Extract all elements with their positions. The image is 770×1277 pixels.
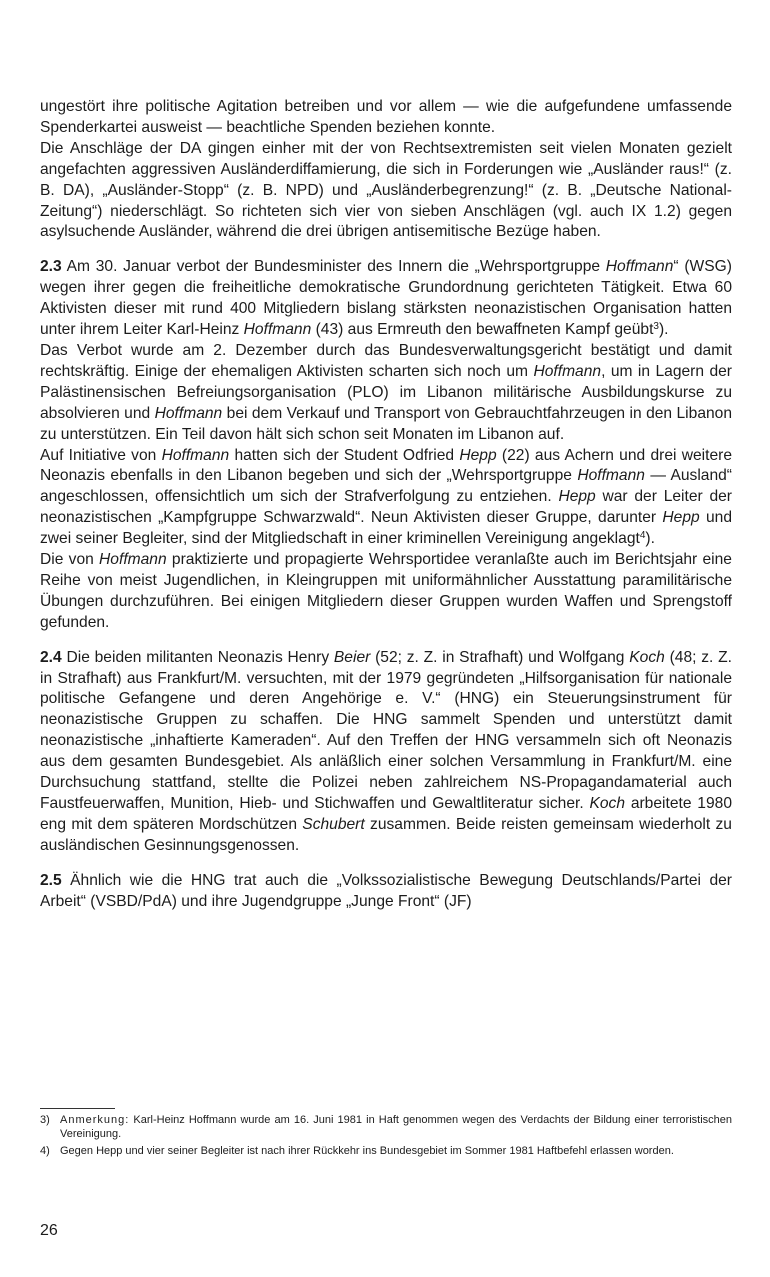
page-number: 26 [40,1222,58,1239]
text-run: Ähnlich wie die HNG trat auch die „Volkssozialistische Bewegung Deutschlands/Partei der Arbeit“ (VSBD/PdA) und ihre Jugendgruppe „Junge Front“ (JF) [40,871,732,910]
paragraph [40,446,732,551]
footnote-mark: 4) [40,1145,50,1157]
footnote-ref: 3 [653,321,659,333]
footnote-divider [40,1108,115,1109]
footnote-text: Karl-Heinz Hoffmann wurde am 16. Juni 1981 in Haft genommen wegen des Verdachts der Bildung einer terroristischen Vereinigung. [60,1114,732,1140]
text-run: Auf Initiative von [40,446,162,464]
footnote [40,1145,732,1159]
text-run: Die beiden militanten Neonazis Henry [61,648,334,666]
footnote-label: Anmerkung: [60,1114,130,1126]
name-italic: Koch [589,795,626,812]
text-run: zusammen. Beide reisten gemeinsam wiederholt zu ausländischen Gesinnungsgenossen. [40,815,732,854]
paragraph [40,341,732,446]
text-run: bei dem Verkauf und Transport von Gebrauchtfahrzeugen in den Libanon zu unterstützen. Ein Teil davon hält sich schon seit Monaten im Libanon auf. [40,404,733,443]
text-run: “ (WSG) wegen ihrer gegen die freiheitliche demokratische Grundordnung gerichteten Tätigkeit. Etwa 60 Aktivisten dieser mit rund 400 Mitgliedern bislang stärksten neonazistischen Organisation hatten unter ihrem Leiter Karl-Heinz [40,258,732,339]
paragraph [40,97,732,139]
text-run: (43) aus Ermreuth den bewaffneten Kampf geübt [311,321,654,339]
text-run: ungestört ihre politische Agitation betreiben und vor allem — wie die aufgefundene umfassende Spenderkartei ausweist — beachtliche Spenden beziehen konnte. [40,98,732,136]
footnote [40,1114,732,1141]
paragraph [40,871,732,913]
section-number: 2.3 [40,258,62,276]
text-run: Das Verbot wurde am 2. Dezember durch das Bundesverwaltungsgericht bestätigt und damit rechtskräftig. Einige der ehemaligen Aktivisten scharten sich noch um [40,341,732,380]
text-run: Die Anschläge der DA gingen einher mit der von Rechtsextremisten seit vielen Monaten gezielt angefachten aggressiven Ausländerdiffamierung, die sich in Forderungen wie „Ausländer raus!“ (z. B. DA), „Ausländer-Stopp“ (z. B. NPD) und „Ausländerbegrenzung!“ (z. B. „Deutsche National-Zeitung“) niederschlägt. So richteten sich vier von sieben Anschlägen (vgl. auch IX 1.2) gegen asylsuchende Ausländer, während die drei übrigen antisemitische Bezüge haben. [40,139,732,241]
footnotes [40,1114,732,1163]
name-italic: Schubert [302,815,365,833]
footnote-text: Gegen Hepp und vier seiner Begleiter ist nach ihrer Rückkehr ins Bundesgebiet im Sommer 1981 Haftbefehl erlassen worden. [60,1145,674,1157]
name-italic: Hoffmann [605,258,674,276]
text-run: (22) aus Achern und drei weitere Neonazis ebenfalls in den Libanon begeben und sich der „Wehrsportgruppe [40,446,732,485]
body-text [40,97,732,913]
text-run: und zwei seiner Begleiter, sind der Mitgliedschaft in einer kriminellen Vereinigung angeklagt [40,509,732,548]
name-italic: Hoffmann [577,467,645,485]
text-run: , um in Lagern der Palästinensischen Befreiungsorganisation (PLO) im Libanon militärische Ausbildungskurse zu absolvieren und [40,362,732,422]
paragraph [40,648,732,857]
name-italic: Hepp [662,509,700,527]
text-run: hatten sich der Student Odfried [229,446,460,464]
name-italic: Hoffmann [99,551,167,569]
text-run: war der Leiter der neonazistischen „Kampfgruppe Schwarzwald“. Neun Aktivisten dieser Gruppe, darunter [40,488,732,527]
section-number: 2.5 [40,871,62,889]
footnote-mark: 3) [40,1114,50,1126]
text-run: Am 30. Januar verbot der Bundesminister des Innern die „Wehrsportgruppe [61,258,606,276]
text-run: ). [645,530,655,548]
footnote-ref: 4 [639,530,646,542]
name-italic: Hepp [558,488,596,506]
text-run: — Ausland“ angeschlossen, offensichtlich um sich der Strafverfolgung zu entziehen. [40,467,732,506]
name-italic: Hoffmann [243,321,312,339]
section-number: 2.4 [40,648,62,666]
paragraph [40,257,732,341]
name-italic: Hoffmann [161,446,230,464]
paragraph [40,139,732,244]
text-run: (52; z. Z. in Strafhaft) und Wolfgang [370,648,630,666]
name-italic: Hoffmann [533,362,602,380]
name-italic: Koch [629,648,665,666]
name-italic: Beier [333,648,371,666]
name-italic: Hoffmann [154,404,223,422]
text-run: ). [658,321,669,339]
text-run: (48; z. Z. in Strafhaft) aus Frankfurt/M. versuchten, mit der 1979 gegründeten „Hilfsorganisation für nationale politische Gefangene und deren Angehörige e. V.“ (HNG) ein Steuerungsinstrument für neonazistische Gruppen zu schaffen. Die HNG sammelt Spenden und unterstützt damit neonazistische „inhaftierte Kameraden“. Auf den Treffen der HNG versammeln sich oft Neonazis aus dem gesamten Bundesgebiet. Als anläßlich einer solchen Versammlung in Frankfurt/M. eine Durchsuchung stattfand, stellte die Polizei neben zahlreichem NS-Propagandamaterial auch Faustfeuerwaffen, Munition, Hieb- und Stichwaffen und Gewaltliteratur sicher. [40,648,732,812]
paragraph [40,550,732,634]
text-run: arbeitete 1980 eng mit dem späteren Mordschützen [40,795,732,833]
text-run: Die von [40,551,100,569]
text-run: praktizierte und propagierte Wehrsportidee veranlaßte auch im Berichtsjahr eine Reihe von meist Jugendlichen, in Kleingruppen mit uniformähnlicher Ausstattung paramilitärische Übungen durchzuführen. Bei einigen Mitgliedern dieser Gruppen wurden Waffen und Sprengstoff gefunden. [40,551,732,631]
name-italic: Hepp [459,446,497,464]
